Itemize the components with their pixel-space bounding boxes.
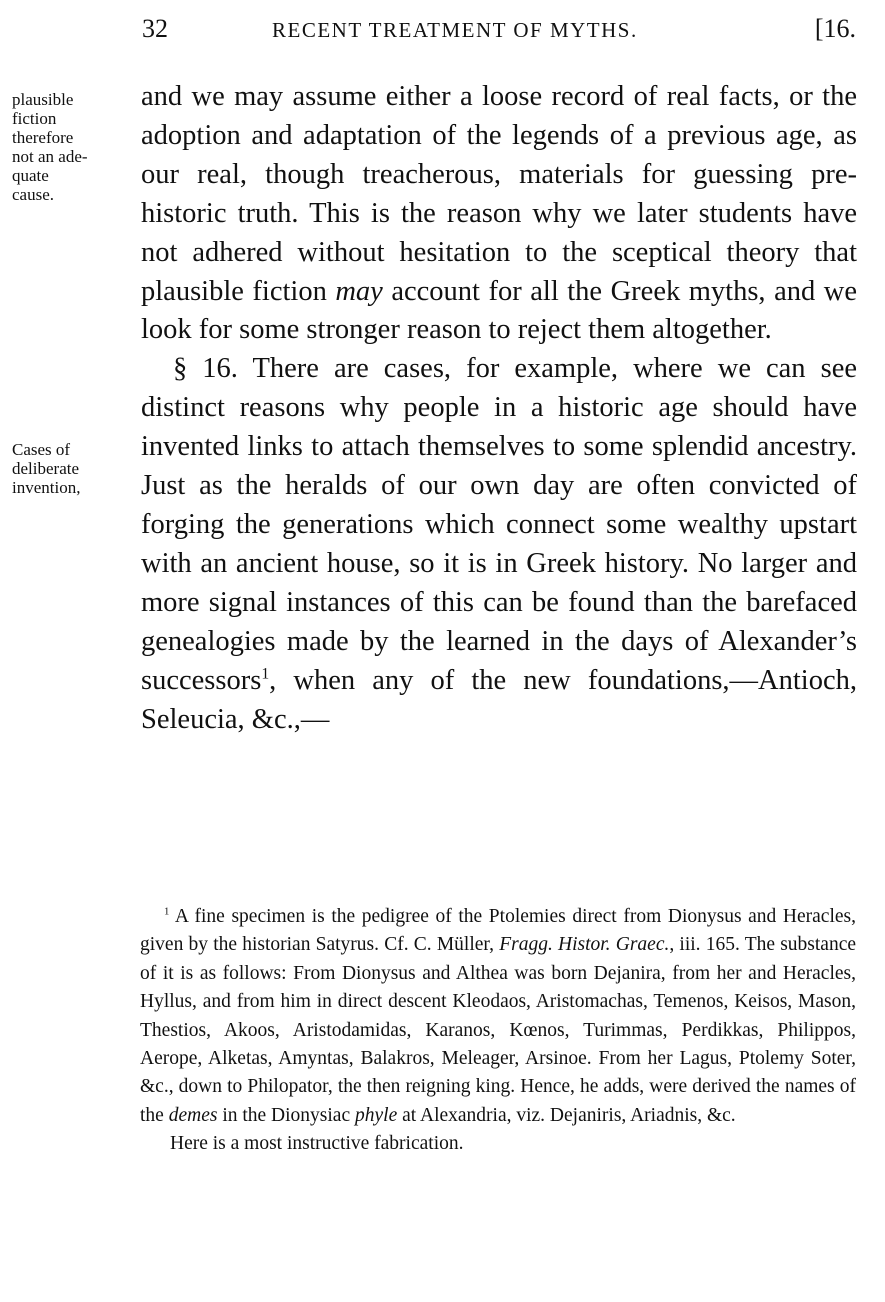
paragraph-2-text-b: , when any of the new foundations,—Antioch, Seleucia, &c.,— — [141, 664, 857, 735]
emphasis-may: may — [335, 275, 383, 307]
margin-note-plausible-fiction — [12, 90, 130, 204]
footnote-text-a: A fine specimen is the pedigree of the Ptolemies direct from Dionysus and Heracles, given by the historian Satyrus. Cf. C. Müller, — [140, 906, 856, 956]
margin-note-line: deliberate — [12, 459, 80, 478]
paragraph-1 — [141, 78, 857, 350]
citation-fragg-histor-graec: Fragg. Histor. Graec. — [499, 934, 670, 956]
running-header — [140, 14, 860, 50]
margin-note-deliberate-invention — [12, 440, 130, 497]
margin-note-line: invention, — [12, 478, 81, 497]
emphasis-demes: demes — [168, 1104, 218, 1126]
section-reference: [16. — [814, 14, 856, 43]
footnotes — [140, 903, 856, 1159]
footnote-remark: Here is a most instructive fabrication. — [170, 1133, 464, 1155]
footnote-text-b: , iii. 165. The substance of it is as follows: From Dionysus and Althea was born Dejanira, from her and Heracles, Hyllus, and from him in direct descent Kleodaos, Aristomachas, Temenos, Keisos, Mason, Thestios, Akoos, Aristodamidas, Karanos, Kœnos, Turimmas, Perdikkas, Philippos, Aerope, Alketas, Amyntas, Balakros, Meleager, Arsinoe. From her Lagus, Ptolemy Soter, &c., down to Philopator, the then reigning king. Hence, he adds, were derived the names of the — [140, 934, 857, 1126]
running-title: RECENT TREATMENT OF MYTHS. — [272, 18, 638, 42]
margin-note-line: not an ade- — [12, 147, 88, 166]
emphasis-phyle: phyle — [355, 1104, 398, 1126]
footnote-1 — [140, 903, 856, 1130]
margin-note-line: plausible — [12, 90, 74, 109]
margin-note-line: cause. — [12, 185, 55, 204]
margin-note-line: Cases of — [12, 440, 71, 459]
margin-note-line: therefore — [12, 128, 74, 147]
footnote-text-d: at Alexandria, viz. Dejaniris, Ariadnis, &c. — [397, 1104, 736, 1126]
footnote-marker: 1 — [164, 905, 170, 918]
body-text — [141, 78, 857, 739]
paragraph-1-text-a: and we may assume either a loose record of real facts, or the adoption and adaptation of the legends of a previous age, as our real, though treacherous, materials for guessing pre-historic truth. This is the reason why we later students have not adhered without hesitation to the sceptical theory that plausible fiction — [141, 81, 857, 307]
footnote-reference[interactable]: 1 — [261, 665, 270, 683]
margin-note-line: fiction — [12, 109, 57, 128]
paragraph-1-text-b: account for all the Greek myths, and we look for some stronger reason to reject them altogether. — [141, 275, 857, 346]
footnote-text-c: in the Dionysiac — [217, 1104, 355, 1126]
margin-note-line: quate — [12, 166, 49, 185]
paragraph-2 — [141, 350, 857, 739]
page-number: 32 — [142, 14, 168, 43]
paragraph-2-text-a: § 16. There are cases, for example, where we can see distinct reasons why people in a historic age should have invented links to attach themselves to some splendid ancestry. Just as the heralds of our own day are often convicted of forging the generations which connect some wealthy upstart with an ancient house, so it is in Greek history. No larger and more signal instances of this can be found than the barefaced genealogies made by the learned in the days of Alexander’s successors — [141, 353, 857, 696]
